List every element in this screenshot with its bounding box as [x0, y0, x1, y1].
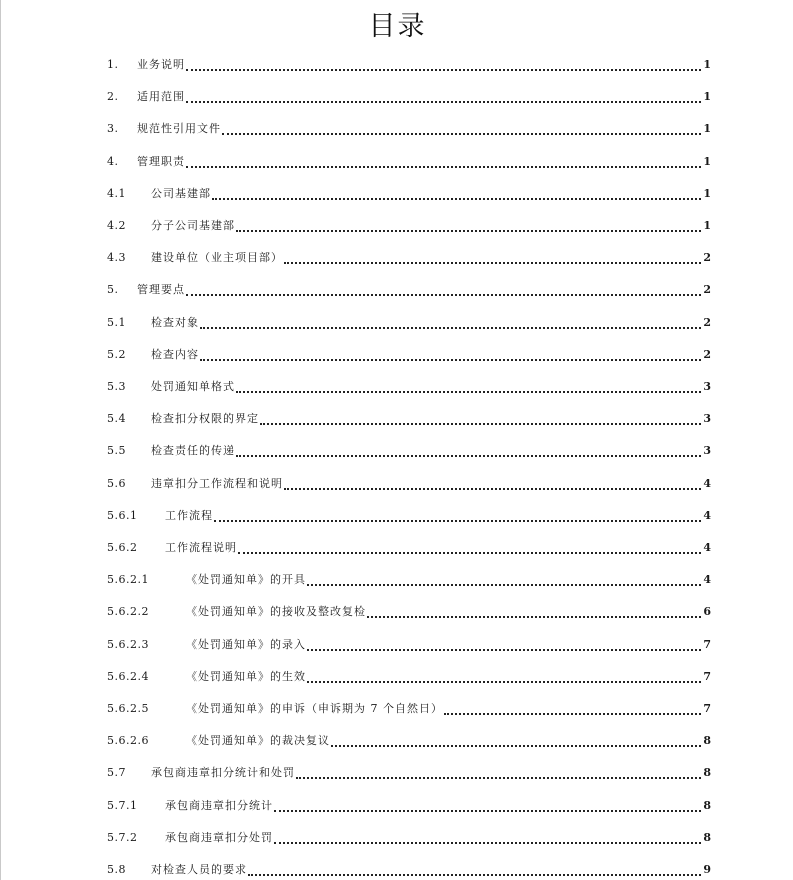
toc-entry-title: 公司基建部: [151, 186, 211, 200]
toc-entry-title: 检查对象: [151, 315, 199, 329]
toc-entry-title: 管理要点: [137, 283, 185, 297]
dot-leader: [214, 520, 701, 522]
dot-leader: [186, 166, 701, 168]
toc-entry-title: 《处罚通知单》的裁决复议: [186, 734, 330, 748]
toc-entry[interactable]: [107, 56, 711, 74]
dot-leader: [200, 359, 701, 361]
toc-entry-title: 对检查人员的要求: [151, 863, 247, 876]
toc-entry[interactable]: [107, 668, 711, 686]
dot-leader: [284, 488, 701, 490]
toc-entry[interactable]: [107, 861, 711, 879]
toc-entry[interactable]: [107, 539, 711, 557]
dot-leader: [307, 681, 701, 683]
toc-entry-title: 规范性引用文件: [137, 122, 221, 136]
toc-entry-page-number: 7: [703, 669, 711, 683]
toc-entry[interactable]: [107, 700, 711, 718]
toc-entry-page-number: 1: [703, 186, 711, 200]
toc-entry-number: 5.6.1: [107, 508, 138, 522]
toc-entry-title: 检查扣分权限的界定: [151, 412, 259, 426]
toc-entry-title: 违章扣分工作流程和说明: [151, 476, 283, 490]
toc-entry-page-number: 2: [703, 283, 711, 297]
toc-entry-number: 5.6.2.6: [107, 734, 149, 748]
dot-leader: [284, 262, 701, 264]
toc-entry-number: 5.: [107, 283, 119, 297]
toc-entry-number: 5.6: [107, 476, 126, 490]
toc-entry-title: 承包商违章扣分处罚: [165, 830, 273, 844]
toc-entry[interactable]: [107, 281, 711, 299]
toc-entry-page-number: 8: [703, 766, 711, 780]
toc-entry[interactable]: [107, 153, 711, 171]
toc-entry-number: 4.: [107, 154, 119, 168]
toc-entry-page-number: 3: [703, 412, 711, 426]
toc-entry-title: 适用范围: [137, 90, 185, 104]
toc-entry-number: 5.6.2.2: [107, 605, 149, 619]
toc-entry-page-number: 1: [703, 219, 711, 232]
toc-entry-number: 5.6.2.5: [107, 702, 149, 715]
toc-entry[interactable]: [107, 442, 711, 460]
toc-entry[interactable]: [107, 732, 711, 750]
toc-entry-title: 建设单位（业主项目部）: [151, 251, 283, 265]
dot-leader: [222, 133, 701, 135]
toc-entry-title: 承包商违章扣分统计和处罚: [151, 766, 295, 780]
dot-leader: [444, 713, 701, 715]
toc-entry-page-number: 4: [703, 476, 711, 490]
toc-entry[interactable]: [107, 314, 711, 332]
toc-entry-number: 5.6.2.4: [107, 669, 149, 683]
toc-entry-number: 4.1: [107, 186, 126, 200]
toc-entry-number: 5.2: [107, 347, 126, 361]
toc-entry-number: 5.6.2.1: [107, 573, 149, 587]
toc-entry-page-number: 1: [703, 90, 711, 104]
toc-entry-page-number: 9: [703, 863, 711, 876]
toc-entry-number: 5.3: [107, 380, 126, 393]
toc-entry-title: 工作流程: [165, 508, 213, 522]
toc-entry-number: 3.: [107, 122, 119, 136]
toc-entry[interactable]: [107, 185, 711, 203]
toc-entry-title: 检查责任的传递: [151, 444, 235, 458]
dot-leader: [274, 810, 701, 812]
toc-entry-title: 管理职责: [137, 154, 185, 168]
toc-entry[interactable]: [107, 475, 711, 493]
dot-leader: [307, 584, 701, 586]
toc-entry-title: 《处罚通知单》的录入: [186, 637, 306, 651]
toc-entry-title: 分子公司基建部: [151, 219, 235, 232]
toc-entry-title: 《处罚通知单》的接收及整改复检: [186, 605, 366, 619]
toc-entry-number: 2.: [107, 90, 119, 104]
toc-entry-title: 《处罚通知单》的生效: [186, 669, 306, 683]
dot-leader: [307, 649, 701, 651]
dot-leader: [274, 842, 701, 844]
toc-entry-title: 业务说明: [137, 58, 185, 71]
toc-entry[interactable]: [107, 603, 711, 621]
dot-leader: [236, 391, 701, 393]
toc-entry-title: 《处罚通知单》的申诉（申诉期为 7 个自然日）: [186, 702, 443, 715]
toc-entry-page-number: 6: [703, 605, 711, 619]
toc-entry-page-number: 3: [703, 444, 711, 458]
dot-leader: [186, 294, 701, 296]
toc-entry[interactable]: [107, 636, 711, 654]
toc-entry-title: 承包商违章扣分统计: [165, 798, 273, 812]
toc-entry-title: 工作流程说明: [165, 541, 237, 554]
dot-leader: [212, 198, 701, 200]
toc-entry[interactable]: [107, 378, 711, 396]
toc-entry-page-number: 8: [703, 798, 711, 812]
toc-entry-page-number: 8: [703, 734, 711, 748]
dot-leader: [236, 230, 701, 232]
toc-entry-number: 5.1: [107, 315, 126, 329]
toc-entry-page-number: 3: [703, 380, 711, 393]
toc-entry-page-number: 8: [703, 830, 711, 844]
toc-entry-number: 5.5: [107, 444, 126, 458]
toc-entry[interactable]: [107, 88, 711, 106]
toc-entry-number: 5.4: [107, 412, 126, 426]
toc-entry-number: 5.7: [107, 766, 126, 780]
toc-entry-number: 4.2: [107, 219, 126, 232]
toc-entry-number: 5.6.2.3: [107, 637, 149, 651]
dot-leader: [186, 69, 701, 71]
toc-entry-page-number: 1: [703, 58, 711, 71]
toc-entry[interactable]: [107, 764, 711, 782]
toc-entry[interactable]: [107, 217, 711, 235]
toc-entry-number: 5.8: [107, 863, 126, 876]
toc-entry-page-number: 7: [703, 702, 711, 715]
toc-entry-page-number: 1: [703, 154, 711, 168]
toc-entry-title: 检查内容: [151, 347, 199, 361]
toc-entry-number: 1.: [107, 58, 119, 71]
toc-entry[interactable]: [107, 410, 711, 428]
toc-entry[interactable]: [107, 249, 711, 267]
toc-entry[interactable]: [107, 571, 711, 589]
dot-leader: [331, 745, 701, 747]
dot-leader: [296, 777, 701, 779]
toc-entry-page-number: 4: [703, 508, 711, 522]
toc-entry-number: 5.7.2: [107, 830, 138, 844]
toc-entry-number: 5.7.1: [107, 798, 138, 812]
toc-entry-page-number: 2: [703, 347, 711, 361]
toc-entry-page-number: 1: [703, 122, 711, 136]
dot-leader: [200, 327, 701, 329]
toc-entry[interactable]: [107, 120, 711, 138]
toc-entry[interactable]: [107, 346, 711, 364]
dot-leader: [248, 874, 701, 876]
toc-entry-number: 4.3: [107, 251, 126, 265]
toc-entry-page-number: 4: [703, 541, 711, 554]
dot-leader: [260, 423, 701, 425]
toc-entry-page-number: 2: [703, 251, 711, 265]
toc-entry[interactable]: [107, 829, 711, 847]
toc-entry-title: 《处罚通知单》的开具: [186, 573, 306, 587]
toc-entry-number: 5.6.2: [107, 541, 138, 554]
dot-leader: [236, 455, 701, 457]
toc-entry[interactable]: [107, 797, 711, 815]
dot-leader: [238, 552, 701, 554]
toc-entry-page-number: 2: [703, 315, 711, 329]
dot-leader: [367, 616, 701, 618]
toc-entry-title: 处罚通知单格式: [151, 380, 235, 393]
toc-entry-page-number: 4: [703, 573, 711, 587]
toc-entry-page-number: 7: [703, 637, 711, 651]
page-title: 目录: [368, 11, 427, 42]
toc-entry[interactable]: [107, 507, 711, 525]
dot-leader: [186, 101, 701, 103]
